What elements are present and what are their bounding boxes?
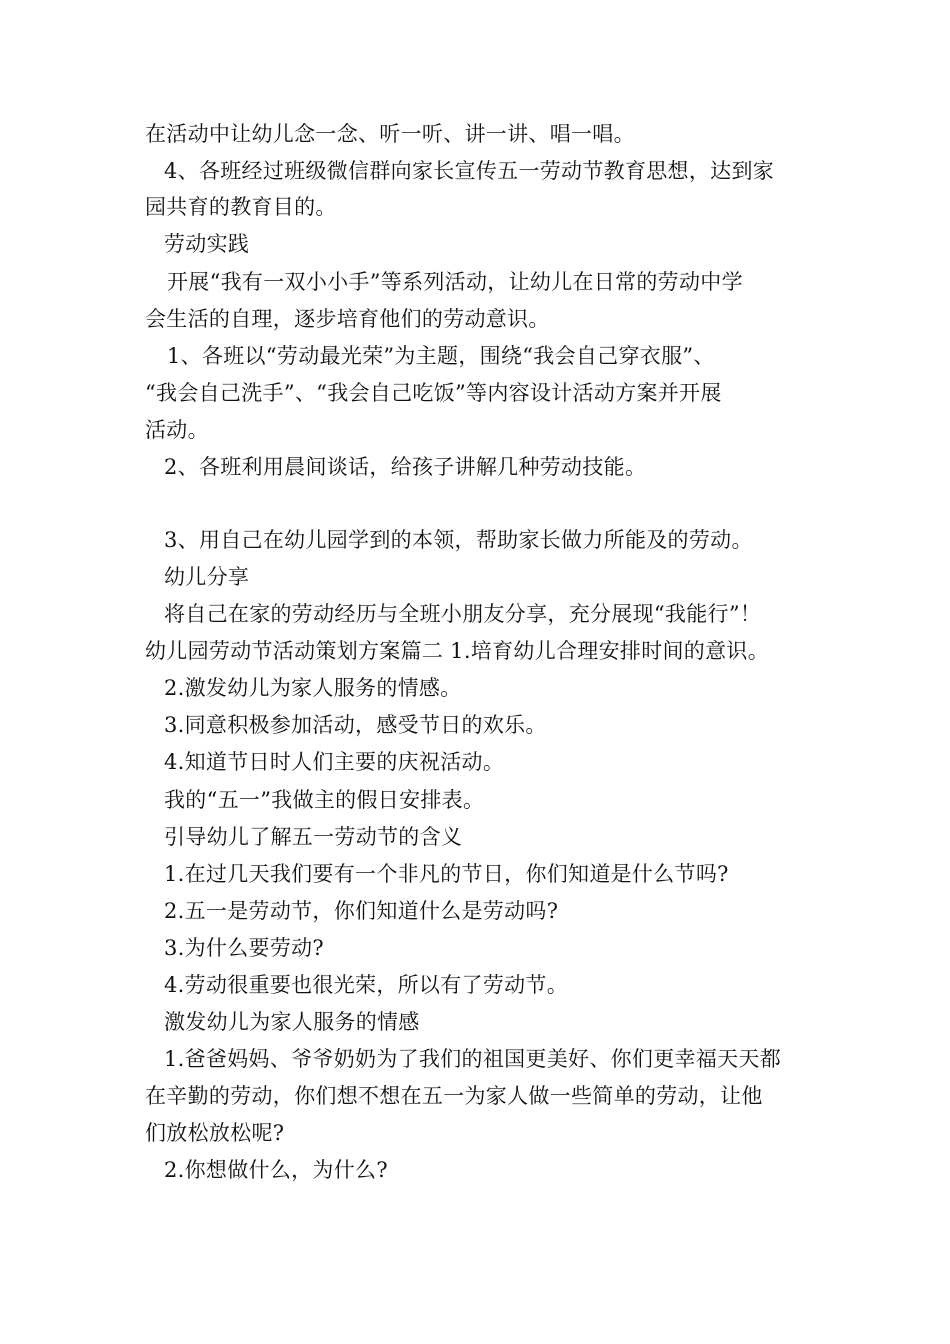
text-line: 1、各班以“劳动最光荣”为主题，围绕“我会自己穿衣服”、: [167, 344, 715, 368]
text-line: 2.激发幼儿为家人服务的情感。: [164, 676, 462, 700]
text-line: 3.同意积极参加活动，感受节日的欢乐。: [164, 713, 547, 737]
text-line: 2.五一是劳动节，你们知道什么是劳动吗?: [164, 899, 559, 923]
text-line: 1.爸爸妈妈、爷爷奶奶为了我们的祖国更美好、你们更幸福天天都: [164, 1047, 782, 1071]
section-heading: 劳动实践: [164, 232, 250, 256]
text-line: 幼儿园劳动节活动策划方案篇二 1.培育幼儿合理安排时间的意识。: [145, 639, 770, 663]
text-line: 将自己在家的劳动经历与全班小朋友分享，充分展现“我能行”！: [164, 602, 762, 626]
text-line: 4.劳动很重要也很光荣，所以有了劳动节。: [164, 973, 569, 997]
text-line: 2.你想做什么，为什么?: [164, 1158, 388, 1182]
text-line: 活动。: [145, 418, 209, 442]
text-line: 开展“我有一双小小手”等系列活动，让幼儿在日常的劳动中学: [167, 270, 743, 294]
section-heading: 引导幼儿了解五一劳动节的含义: [164, 825, 463, 849]
text-line: 们放松放松呢?: [145, 1121, 285, 1145]
text-line: 园共育的教育目的。: [145, 195, 337, 219]
text-line: 3、用自己在幼儿园学到的本领，帮助家长做力所能及的劳动。: [164, 528, 753, 552]
text-line: 1.在过几天我们要有一个非凡的节日，你们知道是什么节吗?: [164, 862, 729, 886]
section-heading: 幼儿分享: [164, 565, 250, 589]
text-line: 4、各班经过班级微信群向家长宣传五一劳动节教育思想，达到家: [164, 159, 775, 183]
text-line: 会生活的自理，逐步培育他们的劳动意识。: [145, 307, 550, 331]
text-line: 我的“五一”我做主的假日安排表。: [164, 788, 485, 812]
section-heading: 激发幼儿为家人服务的情感: [164, 1010, 420, 1034]
text-line: 在活动中让幼儿念一念、听一听、讲一讲、唱一唱。: [145, 122, 635, 146]
text-line: 4.知道节日时人们主要的庆祝活动。: [164, 750, 505, 774]
text-line: 在辛勤的劳动，你们想不想在五一为家人做一些简单的劳动，让他: [145, 1084, 763, 1108]
text-line: 3.为什么要劳动?: [164, 936, 324, 960]
text-line: “我会自己洗手”、“我会自己吃饭”等内容设计活动方案并开展: [145, 381, 722, 405]
text-line: 2、各班利用晨间谈话，给孩子讲解几种劳动技能。: [164, 455, 647, 479]
